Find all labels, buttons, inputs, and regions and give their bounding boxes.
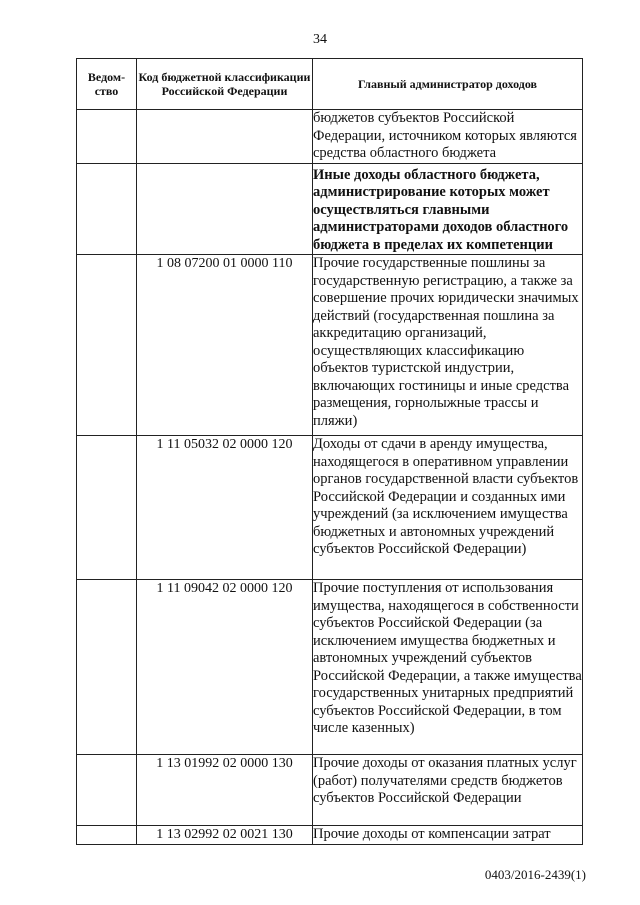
table-row: [77, 580, 583, 755]
cell-department: [77, 580, 137, 755]
table-header-row: [77, 59, 583, 110]
cell-code: [137, 163, 313, 255]
cell-description: Доходы от сдачи в аренду имущества, находящегося в оперативном управлении органов государственной власти субъектов Российской Федерации и созданных ими учреждений (за исключением имущества бюджетных и автономных учреждений субъектов Российской Федерации): [313, 436, 583, 580]
table-row: [77, 255, 583, 436]
cell-description: Прочие доходы от компенсации затрат: [313, 826, 583, 845]
cell-department: [77, 755, 137, 826]
cell-department: [77, 436, 137, 580]
cell-description: Прочие государственные пошлины за государственную регистрацию, а также за совершение прочих юридически значимых действий (государственная пошлина за аккредитацию организаций, осуществляющих классификацию объектов туристской индустрии, включающих гостиницы и иные средства размещения, горнолыжные трассы и пляжи): [313, 255, 583, 436]
table-row: [77, 163, 583, 255]
cell-department: [77, 110, 137, 164]
cell-department: [77, 255, 137, 436]
table-row: [77, 110, 583, 164]
header-department: Ведом- ство: [77, 59, 137, 110]
cell-code: 1 08 07200 01 0000 110: [137, 255, 313, 436]
cell-description: Иные доходы областного бюджета, администрирование которых может осуществляться главными администраторами доходов областного бюджета в пределах их компетенции: [313, 163, 583, 255]
cell-code: [137, 110, 313, 164]
cell-description: бюджетов субъектов Российской Федерации, источником которых являются средства областного бюджета: [313, 110, 583, 164]
cell-code: 1 13 01992 02 0000 130: [137, 755, 313, 826]
cell-department: [77, 826, 137, 845]
budget-revenue-table: [76, 58, 583, 845]
page-number: 34: [313, 32, 327, 47]
table-row: [77, 826, 583, 845]
cell-department: [77, 163, 137, 255]
cell-code: 1 11 09042 02 0000 120: [137, 580, 313, 755]
table-row: [77, 755, 583, 826]
table-row: [77, 436, 583, 580]
cell-description: Прочие поступления от использования имущества, находящегося в собственности субъектов Российской Федерации (за исключением имущества бюджетных и автономных учреждений субъектов Российской Федерации, а также имущества государственных унитарных предприятий субъектов Российской Федерации, в том числе казенных): [313, 580, 583, 755]
cell-code: 1 13 02992 02 0021 130: [137, 826, 313, 845]
header-code: Код бюджетной классификации Российской Федерации: [137, 59, 313, 110]
cell-code: 1 11 05032 02 0000 120: [137, 436, 313, 580]
document-number: 0403/2016-2439(1): [484, 867, 586, 882]
header-admin: Главный администратор доходов: [313, 59, 583, 110]
cell-description: Прочие доходы от оказания платных услуг (работ) получателями средств бюджетов субъектов Российской Федерации: [313, 755, 583, 826]
